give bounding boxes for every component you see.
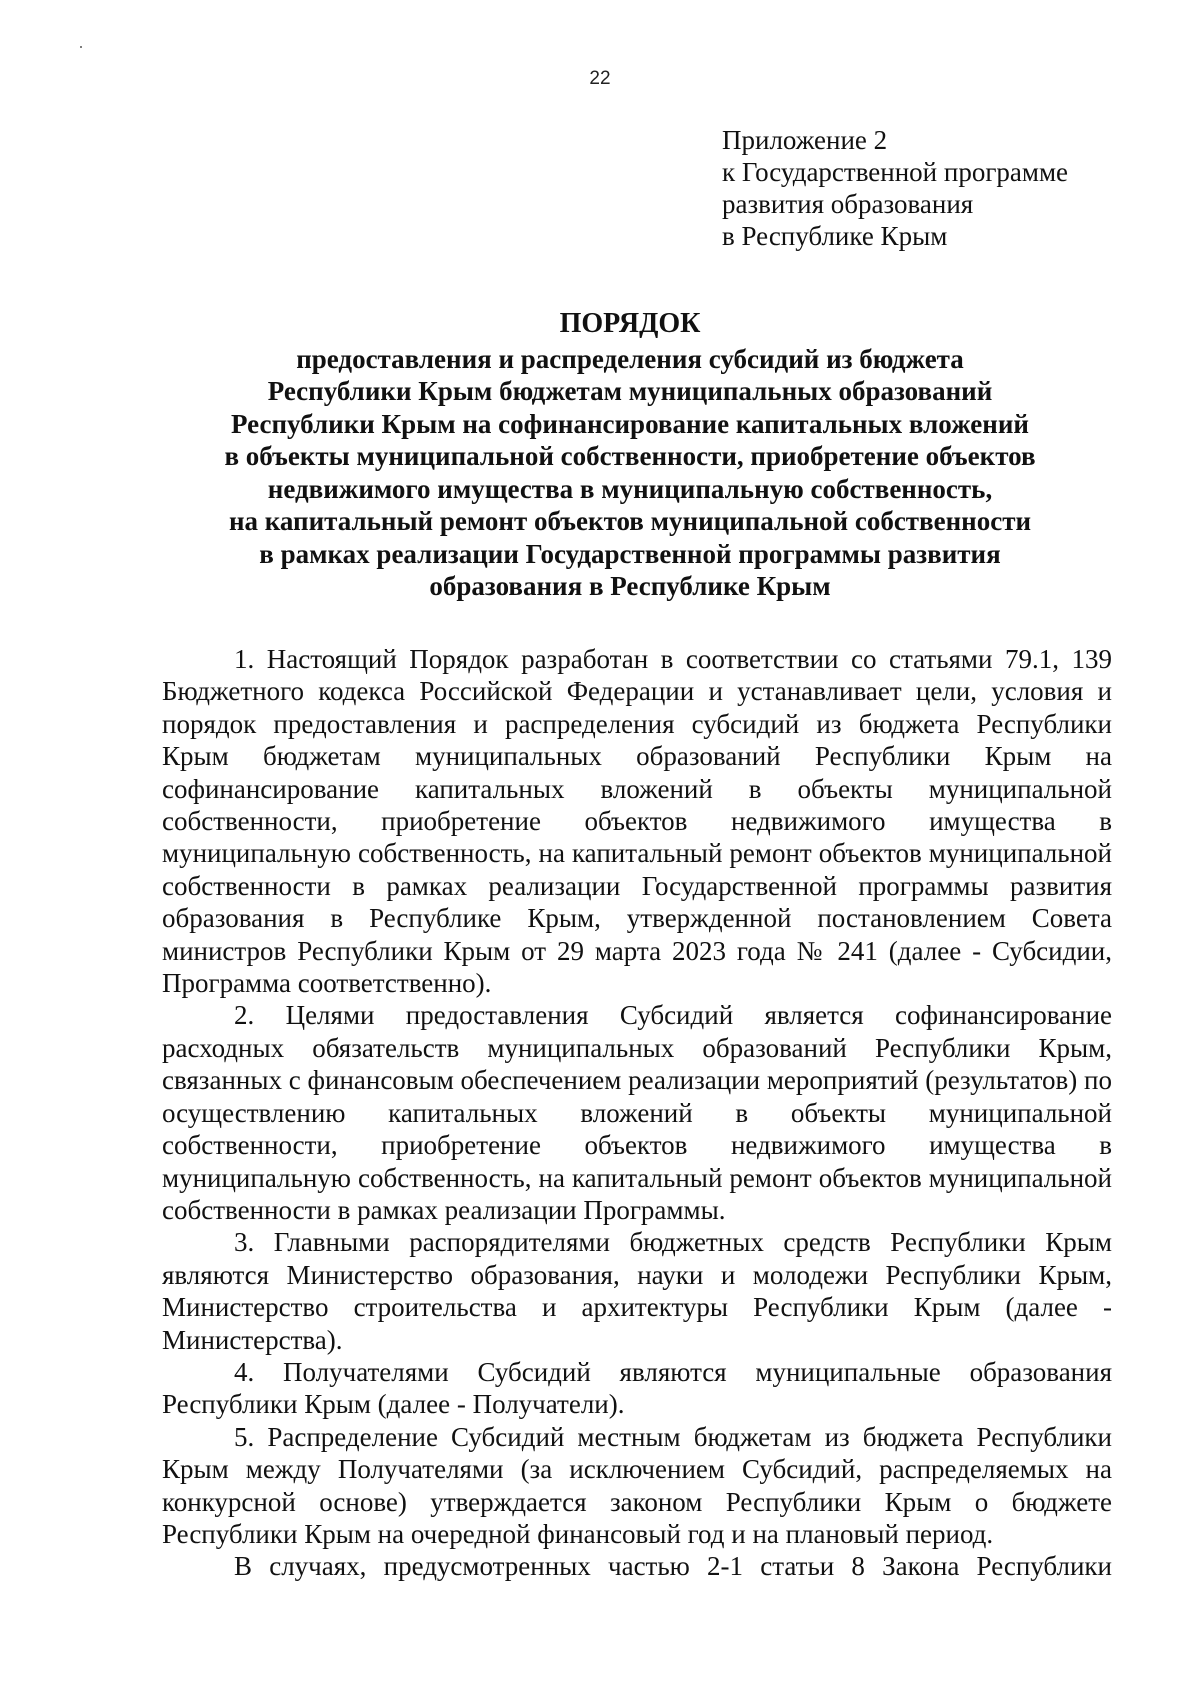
page-number: 22 xyxy=(589,68,611,89)
appendix-line: развития образования xyxy=(722,189,974,219)
document-body xyxy=(162,643,1112,1583)
title-line: в рамках реализации Государственной программы развития xyxy=(259,538,1001,569)
appendix-note xyxy=(722,124,1162,252)
title-line: образования в Республике Крым xyxy=(429,571,831,601)
paragraph-3: 3. Главными распорядителями бюджетных средств Республики Крым являются Министерство образования, науки и молодежи Республики Крым, Министерство строительства и архитектуры Республики Крым (далее - Министерства). xyxy=(162,1227,1112,1355)
paragraph-5: 5. Распределение Субсидий местным бюджетам из бюджета Республики Крым между Получателями (за исключением Субсидий, распределяемых на конкурсной основе) утверждается законом Республики Крым о бюджете Республики Крым на очередной финансовый год и на плановый период. xyxy=(162,1421,1112,1549)
title-line: на капитальный ремонт объектов муниципальной собственности xyxy=(228,506,1032,536)
title-main: ПОРЯДОК xyxy=(559,308,701,339)
title-line: предоставления и распределения субсидий из бюджета xyxy=(296,343,964,374)
title-line: Республики Крым на софинансирование капитальных вложений xyxy=(231,408,1029,439)
paragraph-6: В случаях, предусмотренных частью 2-1 статьи 8 Закона Республики xyxy=(234,1551,1112,1582)
paragraph-1: 1. Настоящий Порядок разработан в соответствии со статьями 79.1, 139 Бюджетного кодекса Российской Федерации и устанавливает цели, условия и порядок предоставления и распределения субсидий из бюджета Республики Крым бюджетам муниципальных образований Республики Крым на софинансирование капитальных вложений в объекты муниципальной собственности, приобретение объектов недвижимого имущества в муниципальную собственность, на капитальный ремонт объектов муниципальной собственности в рамках реализации Государственной программы развития образования в Республике Крым, утвержденной постановлением Совета министров Республики Крым от 29 марта 2023 года № 241 (далее - Субсидии, Программа соответственно). xyxy=(162,644,1112,999)
paragraph-4: 4. Получателями Субсидий являются муниципальные образования Республики Крым (далее - Получатели). xyxy=(162,1356,1112,1420)
scan-speck xyxy=(80,46,82,48)
appendix-line: Приложение 2 xyxy=(722,125,888,155)
appendix-line: к Государственной программе xyxy=(722,157,1069,187)
title-line: в объекты муниципальной собственности, приобретение объектов xyxy=(224,441,1036,471)
appendix-line: в Республике Крым xyxy=(722,221,948,251)
document-title xyxy=(150,308,1110,603)
title-line: Республики Крым бюджетам муниципальных образований xyxy=(267,376,993,406)
title-line: недвижимого имущества в муниципальную собственность, xyxy=(267,473,993,504)
paragraph-2: 2. Целями предоставления Субсидий является софинансирование расходных обязательств муниципальных образований Республики Крым, связанных с финансовым обеспечением реализации мероприятий (результатов) по осуществлению капитальных вложений в объекты муниципальной собственности, приобретение объектов недвижимого имущества в муниципальную собственность, на капитальный ремонт объектов муниципальной собственности в рамках реализации Программы. xyxy=(162,1000,1112,1225)
